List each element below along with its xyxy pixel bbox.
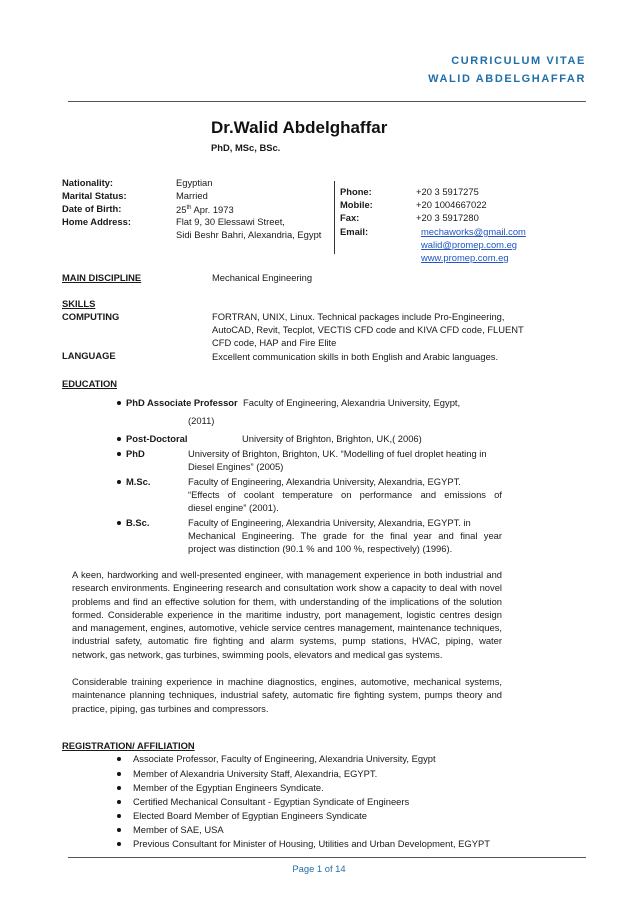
bullet-icon: [117, 814, 121, 818]
document-type-heading: CURRICULUM VITAE: [451, 55, 586, 67]
education-detail-line2: Diesel Engines” (2005): [188, 461, 284, 472]
phone-label: Phone:: [340, 186, 372, 197]
affiliation-item: Member of Alexandria University Staff, Alexandria, EGYPT.: [133, 768, 378, 779]
training-paragraph: Considerable training experience in machine diagnostics, engines, automotive, mechanical systems, maintenance planning techniques, industrial safety, automatic fire fighting system, pumps theory and practice, piping, gas turbines and compressors.: [72, 676, 502, 714]
education-detail-line1: University of Brighton, Brighton, UK. “Modelling of fuel droplet heating in: [188, 448, 487, 459]
bullet-icon: [117, 521, 121, 525]
home-address-line1: Flat 9, 30 Elessawi Street,: [176, 216, 285, 227]
candidate-name-heading: WALID ABDELGHAFFAR: [428, 73, 586, 85]
education-detail-line1: Faculty of Engineering, Alexandria University, Egypt,: [243, 397, 461, 408]
mobile-value: +20 1004667022: [416, 199, 487, 210]
affiliation-item: Previous Consultant for Minister of Housing, Utilities and Urban Development, EGYPT: [133, 838, 490, 849]
dob-suffix: th: [186, 205, 192, 211]
education-detail-line2: Mechanical Engineering. The grade for the final year and final year: [188, 530, 502, 541]
contact-divider: [334, 181, 335, 254]
phone-value: +20 3 5917275: [416, 186, 479, 197]
bullet-icon: [117, 480, 121, 484]
education-title-bsc: B.Sc.: [126, 517, 150, 528]
bullet-icon: [117, 401, 121, 405]
date-of-birth-label: Date of Birth:: [62, 203, 122, 214]
bullet-icon: [117, 772, 121, 776]
page-number: Page 1 of 14: [292, 863, 346, 874]
education-detail-line1: University of Brighton, Brighton, UK,( 2006): [242, 433, 422, 444]
registration-heading: REGISTRATION/ AFFILIATION: [62, 740, 195, 751]
bullet-icon: [117, 757, 121, 761]
bullet-icon: [117, 786, 121, 790]
bullet-icon: [117, 842, 121, 846]
language-label: LANGUAGE: [62, 350, 116, 361]
education-detail-line3: diesel engine” (2001).: [188, 502, 279, 513]
computing-line2: AutoCAD, Revit, Tecplot, VECTIS CFD code and KIVA CFD code, FLUENT: [212, 324, 524, 335]
website-link[interactable]: www.promep.com.eg: [421, 252, 509, 263]
bullet-icon: [117, 437, 121, 441]
education-title-phd-associate: PhD Associate Professor: [126, 397, 238, 408]
mobile-label: Mobile:: [340, 199, 373, 210]
affiliation-item: Member of the Egyptian Engineers Syndicate.: [133, 782, 324, 793]
bullet-icon: [117, 828, 121, 832]
nationality-value: Egyptian: [176, 177, 213, 188]
date-of-birth-value: [176, 202, 234, 216]
dob-day: 25: [176, 204, 187, 216]
computing-line1: FORTRAN, UNIX, Linux. Technical packages include Pro-Engineering,: [212, 311, 505, 322]
education-detail-line1: Faculty of Engineering, Alexandria University, Alexandria, EGYPT. in: [188, 517, 471, 528]
email-link-secondary[interactable]: walid@promep.com.eg: [421, 239, 518, 250]
affiliation-item: Certified Mechanical Consultant - Egyptian Syndicate of Engineers: [133, 796, 410, 807]
marital-status-label: Marital Status:: [62, 190, 127, 201]
education-detail-line2: “Effects of coolant temperature on performance and emissions of: [188, 489, 502, 500]
affiliation-item: Elected Board Member of Egyptian Engineers Syndicate: [133, 810, 367, 821]
email-label: Email:: [340, 226, 369, 237]
nationality-label: Nationality:: [62, 177, 114, 188]
page-title: Dr.Walid Abdelghaffar: [211, 118, 388, 137]
dob-rest: Apr. 1973: [191, 204, 234, 216]
home-address-line2: Sidi Beshr Bahri, Alexandria, Egypt: [176, 229, 322, 240]
footer-divider: [68, 857, 586, 858]
main-discipline-value: Mechanical Engineering: [212, 272, 313, 283]
education-title-postdoc: Post-Doctoral: [126, 433, 188, 444]
affiliation-item: Member of SAE, USA: [133, 824, 224, 835]
bullet-icon: [117, 452, 121, 456]
skills-heading: SKILLS: [62, 298, 96, 309]
summary-paragraph: A keen, hardworking and well-presented engineer, with management experience in both industrial and research environments. Engineering research and consultation work show a capacity to deal with novel problems and find an effective solution for them, with understanding of the implications of the solution formed. Considerable experience in the maritime industry, port management, logistic centres design and management, engines, automotive, vehicle service centres management, maintenance techniques, industrial safety, automatic fire fighting and alarm systems, pump stations, HVAC, piping, water network, gas network, gas turbines, swimming pools, elevators and medical gas systems.: [72, 569, 502, 660]
education-detail-line3: project was distinction (90.1 % and 100 %, respectively) (1996).: [188, 543, 453, 554]
marital-status-value: Married: [176, 190, 208, 201]
header-divider: [68, 101, 586, 102]
language-value: Excellent communication skills in both English and Arabic languages.: [212, 351, 499, 362]
fax-label: Fax:: [340, 212, 360, 223]
degrees-subtitle: PhD, MSc, BSc.: [211, 142, 281, 153]
main-discipline-heading: MAIN DISCIPLINE: [62, 272, 142, 283]
computing-line3: CFD code, HAP and Fire Elite: [212, 337, 337, 348]
education-heading: EDUCATION: [62, 378, 118, 389]
education-title-msc: M.Sc.: [126, 476, 151, 487]
home-address-label: Home Address:: [62, 216, 131, 227]
email-link-primary[interactable]: mechaworks@gmail.com: [421, 226, 526, 237]
computing-label: COMPUTING: [62, 311, 120, 322]
education-title-phd: PhD: [126, 448, 145, 459]
fax-value: +20 3 5917280: [416, 212, 479, 223]
affiliation-item: Associate Professor, Faculty of Engineering, Alexandria University, Egypt: [133, 753, 436, 764]
education-detail-line2: (2011): [188, 415, 215, 426]
education-detail-line1: Faculty of Engineering, Alexandria University, Alexandria, EGYPT.: [188, 476, 461, 487]
bullet-icon: [117, 800, 121, 804]
